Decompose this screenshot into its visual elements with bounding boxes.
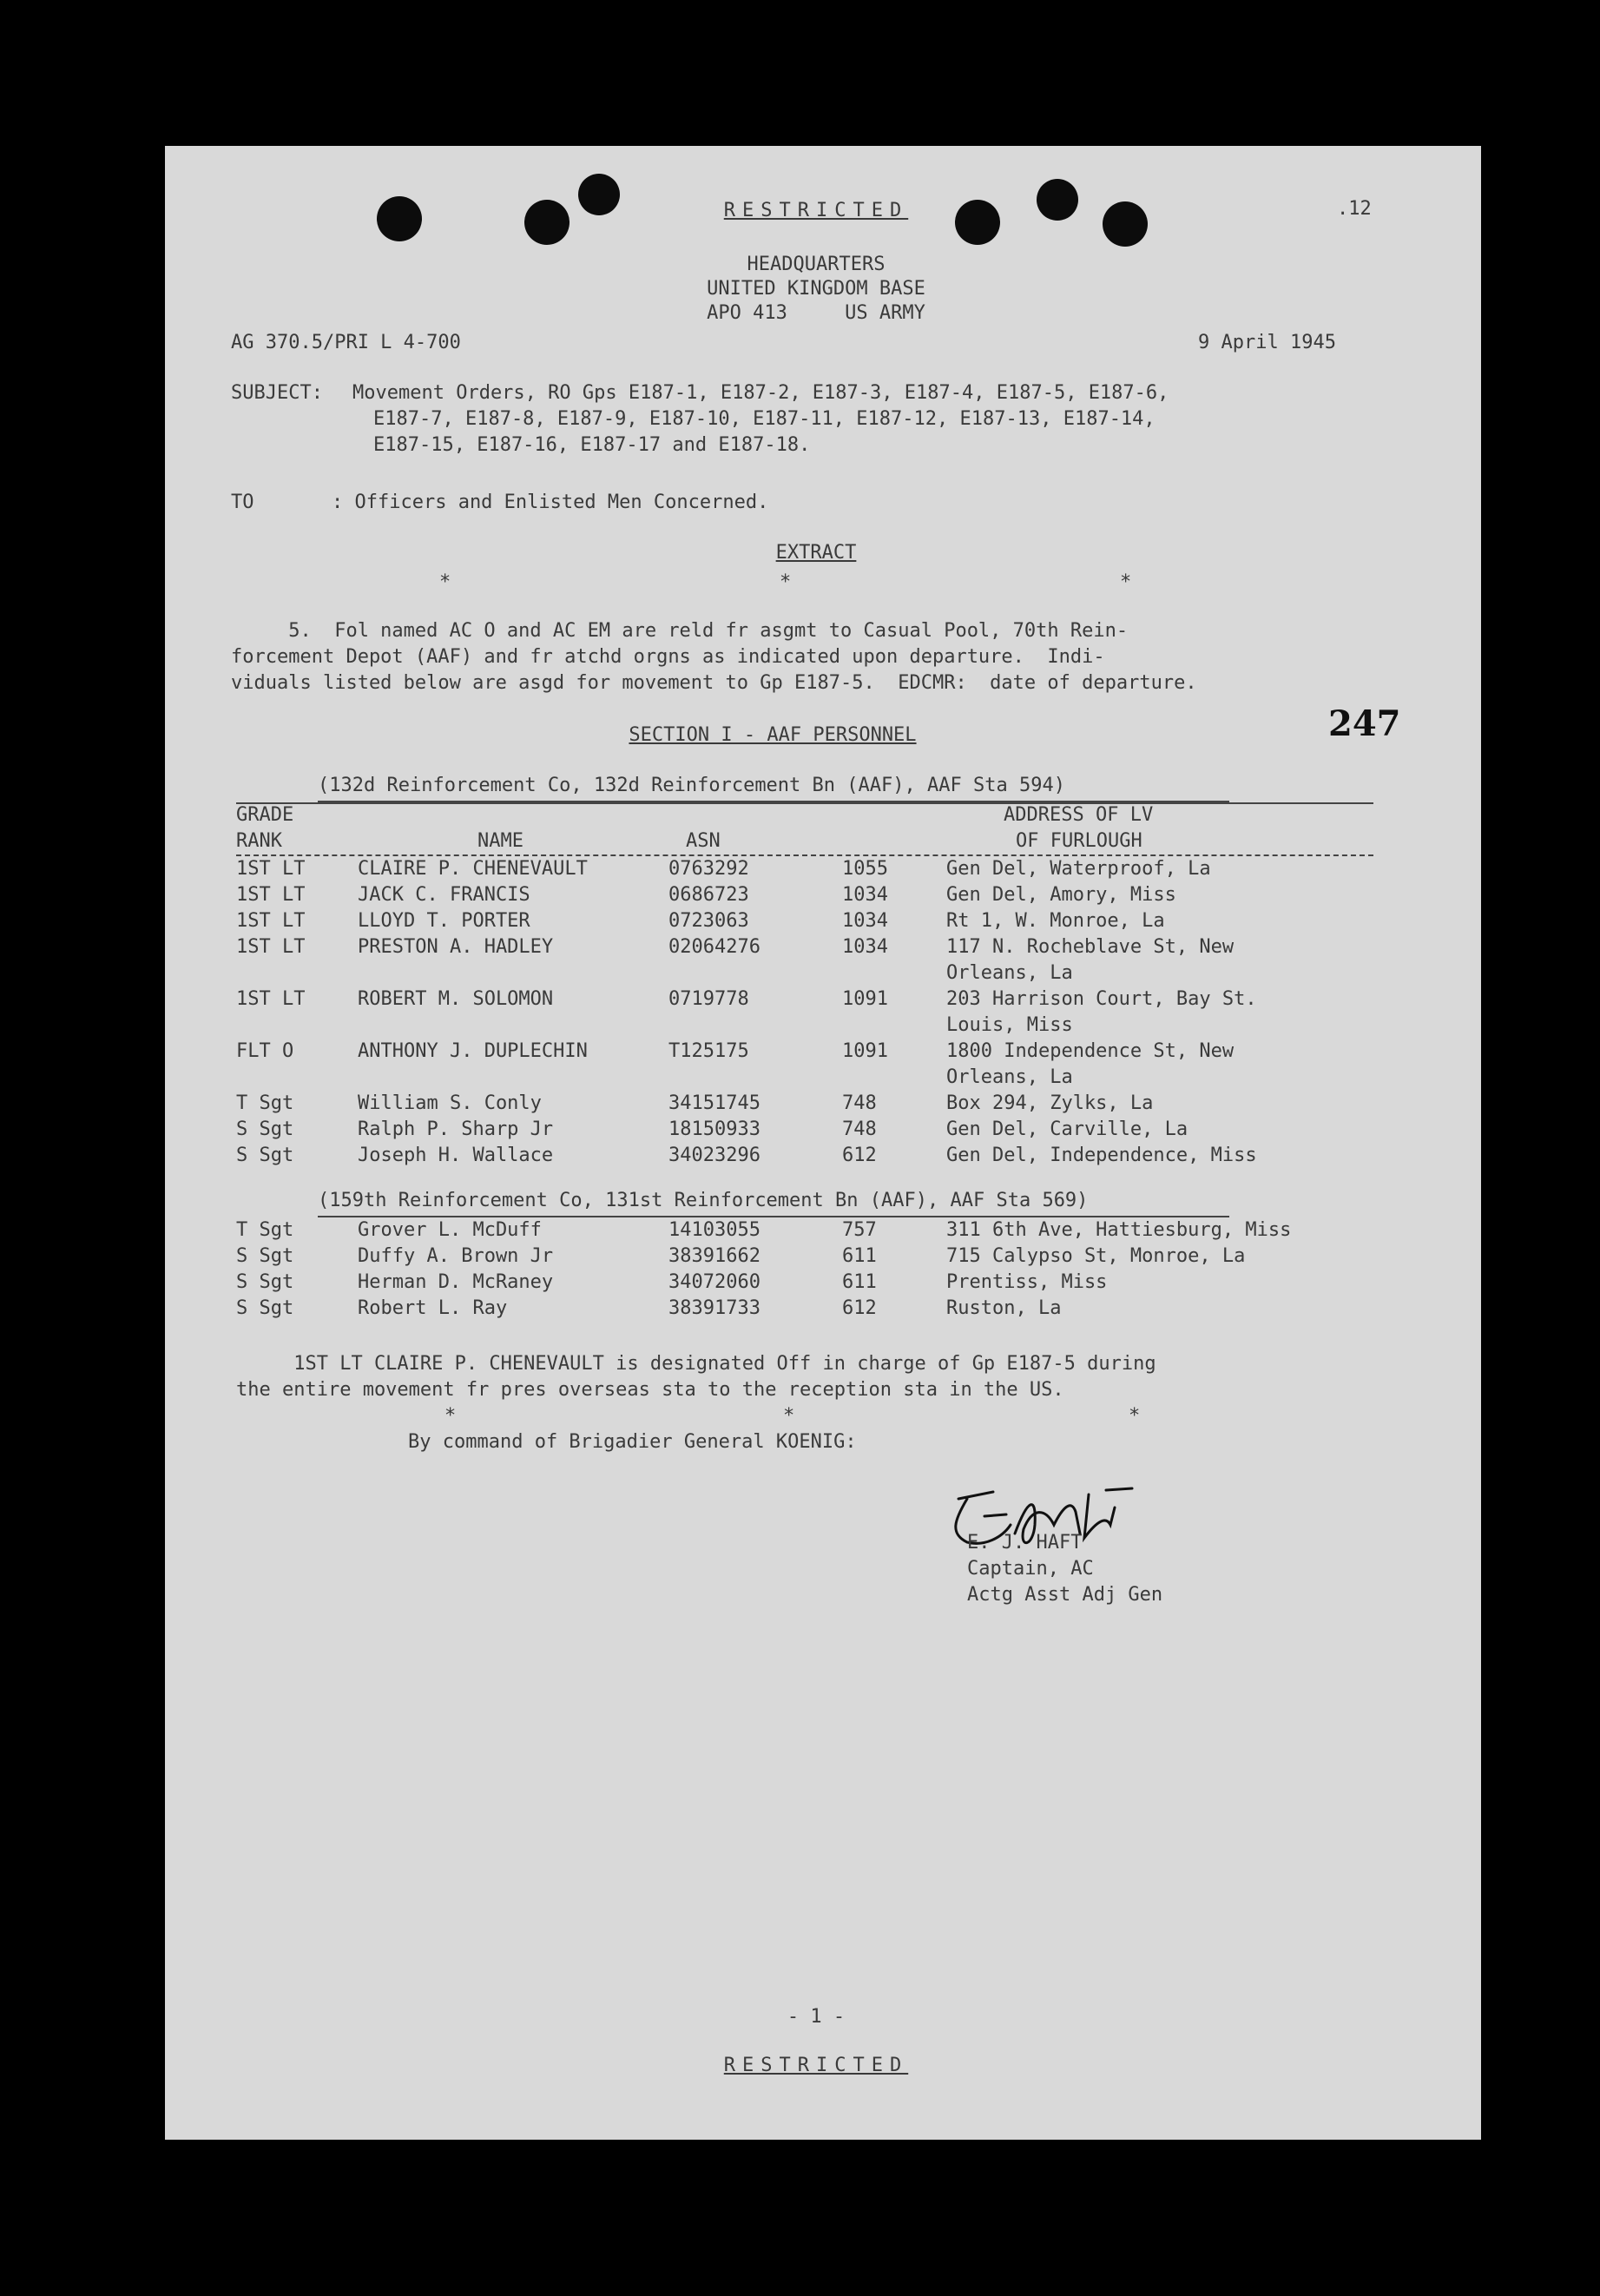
address-cell: 1800 Independence St, New	[946, 1040, 1235, 1062]
address-cell-continued: Orleans, La	[946, 962, 1073, 984]
column-header-grade: GRADE	[236, 804, 294, 826]
hq-line-2: UNITED KINGDOM BASE	[707, 278, 925, 300]
asn-cell: 34023296	[668, 1145, 760, 1166]
punch-hole	[1103, 201, 1148, 247]
separator-star: *	[444, 1405, 457, 1427]
ssn-cell: 1034	[842, 910, 888, 932]
grade-cell: 1ST LT	[236, 988, 306, 1010]
asn-cell: 0686723	[668, 884, 749, 906]
ssn-cell: 612	[842, 1145, 877, 1166]
address-cell: Ruston, La	[946, 1297, 1062, 1319]
name-cell: Joseph H. Wallace	[358, 1145, 554, 1166]
page-number: - 1 -	[787, 2006, 846, 2028]
address-cell: 715 Calypso St, Monroe, La	[946, 1245, 1246, 1267]
table-row-continuation	[165, 1065, 1481, 1091]
signature-title-2: Actg Asst Adj Gen	[967, 1584, 1163, 1606]
designation-line-2: the entire movement fr pres overseas sta to the reception sta in the US.	[236, 1379, 1064, 1401]
table-row-continuation	[165, 960, 1481, 986]
grade-cell: 1ST LT	[236, 884, 306, 906]
separator-star: *	[1120, 571, 1132, 593]
column-header-rank: RANK	[236, 830, 282, 852]
section-title-text: SECTION I - AAF PERSONNEL	[629, 724, 917, 746]
name-cell: LLOYD T. PORTER	[358, 910, 530, 932]
hq-line-1: HEADQUARTERS	[747, 254, 886, 275]
grade-cell: S Sgt	[236, 1145, 294, 1166]
address-cell: Prentiss, Miss	[946, 1271, 1108, 1293]
asn-cell: 34072060	[668, 1271, 760, 1293]
table-row	[165, 856, 1481, 882]
separator-star: *	[783, 1405, 795, 1427]
grade-cell: S Sgt	[236, 1271, 294, 1293]
table-top-rule	[236, 802, 1373, 804]
page-reference: .12	[1337, 198, 1372, 220]
address-cell: Gen Del, Independence, Miss	[946, 1145, 1257, 1166]
section-title	[512, 722, 1033, 749]
column-header-name: NAME	[477, 830, 523, 852]
command-line: By command of Brigadier General KOENIG:	[408, 1431, 857, 1453]
group-2-title: (159th Reinforcement Co, 131st Reinforcement Bn (AAF), AAF Sta 569)	[318, 1190, 1089, 1211]
asn-cell: 38391662	[668, 1245, 760, 1267]
separator-star: *	[1129, 1405, 1141, 1427]
table-row	[165, 1117, 1481, 1143]
name-cell: Grover L. McDuff	[358, 1219, 542, 1241]
grade-cell: T Sgt	[236, 1219, 294, 1241]
table-row	[165, 1244, 1481, 1270]
subject-label: SUBJECT:	[231, 382, 323, 404]
table-row	[165, 882, 1481, 908]
address-cell-continued: Orleans, La	[946, 1066, 1073, 1088]
name-cell: CLAIRE P. CHENEVAULT	[358, 858, 588, 880]
punch-hole	[1037, 179, 1078, 221]
asn-cell: 0763292	[668, 858, 749, 880]
file-reference: AG 370.5/PRI L 4-700	[231, 332, 461, 353]
restricted-footer	[599, 2053, 1033, 2079]
address-cell-continued: Louis, Miss	[946, 1014, 1073, 1036]
name-cell: ROBERT M. SOLOMON	[358, 988, 554, 1010]
table-row	[165, 986, 1481, 1013]
grade-cell: T Sgt	[236, 1092, 294, 1114]
name-cell: Duffy A. Brown Jr	[358, 1245, 554, 1267]
address-cell: Rt 1, W. Monroe, La	[946, 910, 1165, 932]
ssn-cell: 757	[842, 1219, 877, 1241]
column-header-address: ADDRESS OF LV	[1004, 804, 1154, 826]
paragraph-line-2: forcement Depot (AAF) and fr atchd orgns as indicated upon departure. Indi-	[231, 646, 1105, 668]
ssn-cell: 612	[842, 1297, 877, 1319]
group-1-title: (132d Reinforcement Co, 132d Reinforcement Bn (AAF), AAF Sta 594)	[318, 775, 1065, 796]
asn-cell: 14103055	[668, 1219, 760, 1241]
signature-title-1: Captain, AC	[967, 1558, 1094, 1580]
address-cell: 311 6th Ave, Hattiesburg, Miss	[946, 1219, 1292, 1241]
asn-cell: 18150933	[668, 1118, 760, 1140]
punch-hole	[377, 196, 422, 241]
restricted-header	[599, 198, 1033, 224]
address-cell: Box 294, Zylks, La	[946, 1092, 1154, 1114]
table-row	[165, 1217, 1481, 1244]
column-header-furlough: OF FURLOUGH	[1016, 830, 1142, 852]
table-row-continuation	[165, 1013, 1481, 1039]
document-date: 9 April 1945	[1198, 332, 1336, 353]
ssn-cell: 611	[842, 1245, 877, 1267]
grade-cell: S Sgt	[236, 1297, 294, 1319]
ssn-cell: 1055	[842, 858, 888, 880]
extract-title	[599, 540, 1033, 566]
table-row	[165, 1091, 1481, 1117]
asn-cell: 38391733	[668, 1297, 760, 1319]
name-cell: PRESTON A. HADLEY	[358, 936, 554, 958]
ssn-cell: 1091	[842, 1040, 888, 1062]
address-cell: Gen Del, Amory, Miss	[946, 884, 1176, 906]
table-row	[165, 1143, 1481, 1169]
address-cell: Gen Del, Waterproof, La	[946, 858, 1211, 880]
hq-line-3: APO 413 US ARMY	[707, 302, 925, 324]
name-cell: ANTHONY J. DUPLECHIN	[358, 1040, 588, 1062]
name-cell: Herman D. McRaney	[358, 1271, 554, 1293]
grade-cell: S Sgt	[236, 1118, 294, 1140]
subject-line-3: E187-15, E187-16, E187-17 and E187-18.	[373, 434, 811, 456]
grade-cell: 1ST LT	[236, 936, 306, 958]
table-row	[165, 934, 1481, 960]
subject-line-1: Movement Orders, RO Gps E187-1, E187-2, E187-3, E187-4, E187-5, E187-6,	[352, 382, 1169, 404]
table-row	[165, 1270, 1481, 1296]
ssn-cell: 1034	[842, 936, 888, 958]
name-cell: Ralph P. Sharp Jr	[358, 1118, 554, 1140]
table-row	[165, 1296, 1481, 1322]
grade-cell: 1ST LT	[236, 910, 306, 932]
stamp-number: 247	[1328, 703, 1401, 744]
punch-hole	[524, 200, 570, 245]
grade-cell: FLT O	[236, 1040, 294, 1062]
asn-cell: 0723063	[668, 910, 749, 932]
designation-line-1: 1ST LT CLAIRE P. CHENEVAULT is designated Off in charge of Gp E187-5 during	[236, 1353, 1156, 1375]
ssn-cell: 748	[842, 1092, 877, 1114]
ssn-cell: 1091	[842, 988, 888, 1010]
grade-cell: S Sgt	[236, 1245, 294, 1267]
asn-cell: T125175	[668, 1040, 749, 1062]
table-row	[165, 1039, 1481, 1065]
grade-cell: 1ST LT	[236, 858, 306, 880]
name-cell: JACK C. FRANCIS	[358, 884, 530, 906]
ssn-cell: 748	[842, 1118, 877, 1140]
to-label: TO	[231, 492, 254, 513]
address-cell: Gen Del, Carville, La	[946, 1118, 1188, 1140]
asn-cell: 34151745	[668, 1092, 760, 1114]
subject-line-2: E187-7, E187-8, E187-9, E187-10, E187-11, E187-12, E187-13, E187-14,	[373, 408, 1156, 430]
address-cell: 117 N. Rocheblave St, New	[946, 936, 1235, 958]
table-row	[165, 908, 1481, 934]
extract-title-text: EXTRACT	[775, 542, 857, 564]
name-cell: William S. Conly	[358, 1092, 542, 1114]
address-cell: 203 Harrison Court, Bay St.	[946, 988, 1257, 1010]
ssn-cell: 611	[842, 1271, 877, 1293]
column-header-asn: ASN	[686, 830, 721, 852]
name-cell: Robert L. Ray	[358, 1297, 508, 1319]
restricted-header-text: RESTRICTED	[723, 200, 909, 221]
ssn-cell: 1034	[842, 884, 888, 906]
separator-star: *	[439, 571, 451, 593]
asn-cell: 02064276	[668, 936, 760, 958]
signature-name: E. J. HAFT	[967, 1532, 1083, 1554]
document-page	[165, 146, 1481, 2140]
separator-star: *	[780, 571, 792, 593]
to-text: : Officers and Enlisted Men Concerned.	[332, 492, 769, 513]
paragraph-line-3: viduals listed below are asgd for movement to Gp E187-5. EDCMR: date of departure.	[231, 672, 1197, 694]
restricted-footer-text: RESTRICTED	[723, 2055, 909, 2076]
asn-cell: 0719778	[668, 988, 749, 1010]
paragraph-line-1: 5. Fol named AC O and AC EM are reld fr asgmt to Casual Pool, 70th Rein-	[231, 620, 1129, 642]
